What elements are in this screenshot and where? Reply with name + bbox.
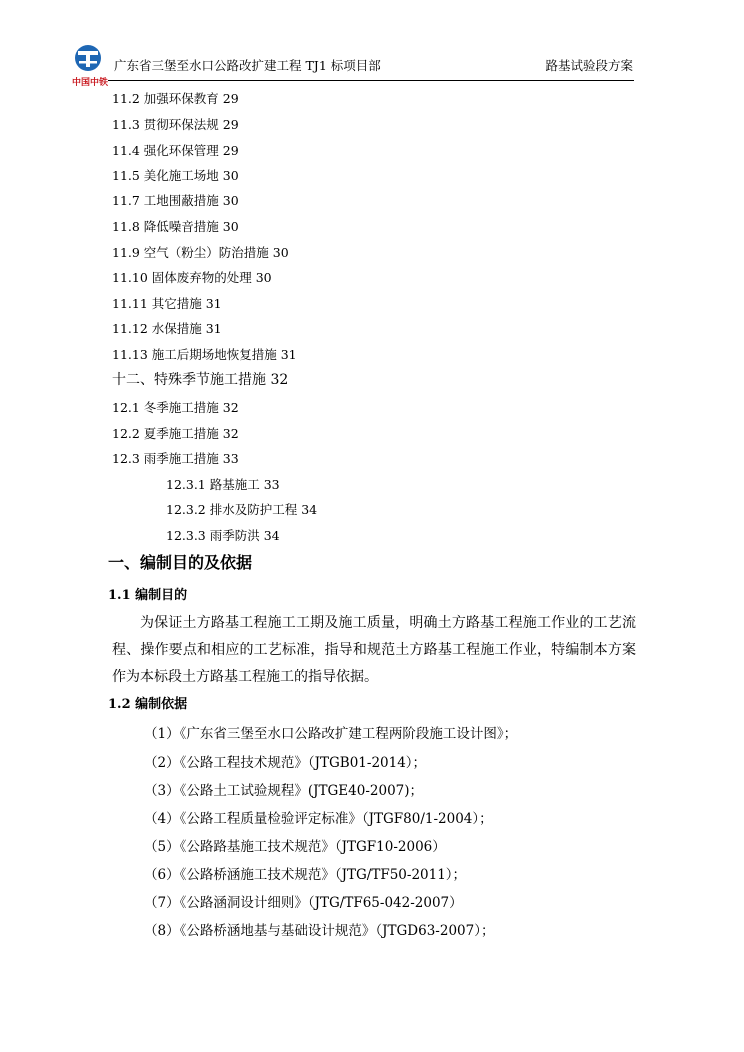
toc-entry: 11.9 空气（粉尘）防治措施 30 (112, 245, 289, 260)
toc-entry: 12.3.2 排水及防护工程 34 (166, 502, 318, 517)
toc-entry: 11.5 美化施工场地 30 (112, 168, 239, 183)
reference-item: （8）《公路桥涵地基与基础设计规范》（JTGD63-2007）； (144, 923, 495, 939)
company-logo (70, 44, 114, 88)
toc-entry: 11.13 施工后期场地恢复措施 31 (112, 347, 297, 362)
reference-item: （1）《广东省三堡至水口公路改扩建工程两阶段施工设计图》； (144, 726, 518, 742)
toc-entry: 十二、特殊季节施工措施 32 (112, 372, 289, 388)
toc-entry: 12.3.3 雨季防洪 34 (166, 528, 280, 543)
toc-entry: 12.1 冬季施工措施 32 (112, 400, 239, 415)
toc-entry: 11.8 降低噪音措施 30 (112, 219, 239, 234)
section-heading: 一、编制目的及依据 (108, 553, 253, 572)
toc-entry: 11.10 固体废弃物的处理 30 (112, 270, 272, 285)
toc-entry: 11.4 强化环保管理 29 (112, 143, 239, 158)
document-title: 路基试验段方案 (545, 58, 633, 73)
toc-entry: 12.3.1 路基施工 33 (166, 477, 280, 492)
paragraph: 为保证土方路基工程施工工期及施工质量，明确土方路基工程施工作业的工艺流程、操作要点和相应的工艺标准，指导和规范土方路基工程施工作业，特编制本方案作为本标段土方路基工程施工的指导依据。 (112, 615, 636, 685)
reference-item: （5）《公路路基施工技术规范》（JTGF10-2006） (144, 839, 446, 855)
toc-entry: 12.2 夏季施工措施 32 (112, 426, 239, 441)
header-divider (108, 80, 634, 81)
reference-item: （6）《公路桥涵施工技术规范》（JTG/TF50-2011）； (144, 867, 467, 883)
page-header (66, 44, 666, 88)
subsection-heading: 1.1 编制目的 (108, 588, 188, 603)
toc-entry: 11.3 贯彻环保法规 29 (112, 117, 239, 132)
reference-item: （7）《公路涵洞设计细则》（JTG/TF65-042-2007） (144, 895, 463, 911)
toc-entry: 11.2 加强环保教育 29 (112, 91, 239, 106)
reference-item: （2）《公路工程技术规范》（JTGB01-2014）； (144, 755, 427, 771)
logo-icon (70, 44, 106, 74)
toc-entry: 12.3 雨季施工措施 33 (112, 451, 239, 466)
toc-entry: 11.7 工地围蔽措施 30 (112, 193, 239, 208)
reference-item: （3）《公路土工试验规程》(JTGE40-2007)； (144, 783, 424, 799)
reference-item: （4）《公路工程质量检验评定标准》（JTGF80/1-2004）； (144, 811, 493, 827)
logo-text: 中国中铁 (72, 78, 109, 88)
toc-entry: 11.11 其它措施 31 (112, 296, 222, 311)
project-name: 广东省三堡至水口公路改扩建工程 TJ1 标项目部 (114, 58, 381, 73)
toc-entry: 11.12 水保措施 31 (112, 321, 222, 336)
subsection-heading: 1.2 编制依据 (108, 697, 188, 712)
